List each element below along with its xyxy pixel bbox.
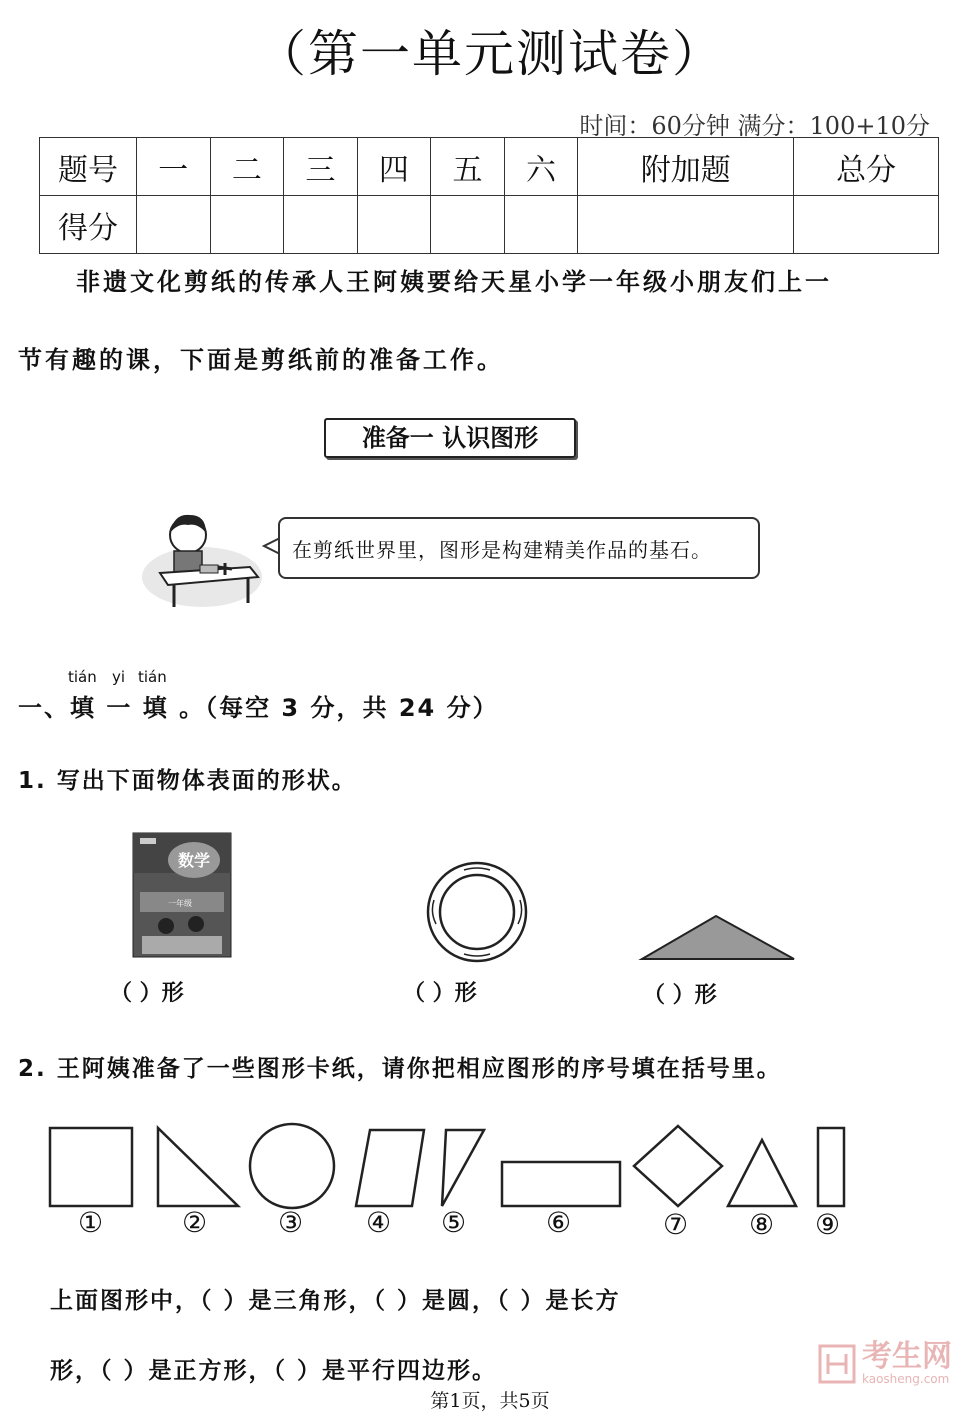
answer-blank-3[interactable]: （ ）形 bbox=[643, 983, 717, 1008]
fill-line-1[interactable]: 上面图形中，（ ）是三角形，（ ）是圆，（ ）是长方 bbox=[50, 1288, 621, 1314]
score-input-cell[interactable] bbox=[431, 196, 505, 254]
pinyin-yi: yi bbox=[112, 668, 126, 686]
shape-number-8: ⑧ bbox=[749, 1208, 775, 1241]
table-cell: 五 bbox=[431, 138, 505, 196]
plate-image bbox=[424, 860, 530, 964]
table-cell: 三 bbox=[284, 138, 358, 196]
rectangle-shape bbox=[502, 1162, 620, 1206]
tall-rectangle-shape bbox=[818, 1128, 844, 1206]
child-cutting-paper-illustration bbox=[140, 505, 265, 615]
thin-triangle-shape bbox=[442, 1130, 484, 1206]
score-table bbox=[39, 137, 939, 254]
score-table-score-row bbox=[40, 196, 939, 254]
table-cell: 题号 bbox=[40, 138, 137, 196]
score-input-cell[interactable] bbox=[504, 196, 578, 254]
table-cell: 四 bbox=[357, 138, 431, 196]
shape-number-5: ⑤ bbox=[441, 1206, 467, 1239]
shape-number-7: ⑦ bbox=[663, 1208, 689, 1241]
answer-blank-1[interactable]: （ ）形 bbox=[110, 981, 184, 1006]
score-input-cell[interactable] bbox=[578, 196, 794, 254]
answer-blank-2[interactable]: （ ）形 bbox=[403, 981, 477, 1006]
question-2: 2. 王阿姨准备了一些图形卡纸，请你把相应图形的序号填在括号里。 bbox=[18, 1056, 782, 1082]
pinyin-tian: tián bbox=[68, 668, 97, 686]
shape-number-3: ③ bbox=[278, 1206, 304, 1239]
watermark-logo-icon bbox=[818, 1344, 856, 1384]
watermark bbox=[818, 1339, 952, 1386]
table-cell: 得分 bbox=[40, 196, 137, 254]
pinyin-tian: tián bbox=[138, 668, 167, 686]
table-cell: 二 bbox=[210, 138, 284, 196]
section-title: 准备一 认识图形 bbox=[324, 418, 576, 458]
score-table-header-row bbox=[40, 138, 939, 196]
table-cell: 总分 bbox=[794, 138, 939, 196]
shape-number-6: ⑥ bbox=[546, 1206, 572, 1239]
math-book-image bbox=[132, 832, 232, 958]
intro-line-1: 非遗文化剪纸的传承人王阿姨要给天星小学一年级小朋友们上一 bbox=[76, 268, 832, 296]
right-triangle-shape bbox=[158, 1128, 238, 1206]
intro-line-2: 节有趣的课，下面是剪纸前的准备工作。 bbox=[18, 346, 504, 374]
shape-cards bbox=[40, 1120, 860, 1220]
table-cell: 六 bbox=[504, 138, 578, 196]
fill-line-2[interactable]: 形，（ ）是正方形，（ ）是平行四边形。 bbox=[50, 1358, 498, 1384]
page-title: （第一单元测试卷） bbox=[256, 25, 724, 83]
diamond-shape bbox=[634, 1126, 722, 1206]
shape-number-2: ② bbox=[182, 1206, 208, 1239]
page-footer: 第1页，共5页 bbox=[430, 1390, 550, 1412]
score-input-cell[interactable] bbox=[357, 196, 431, 254]
score-input-cell[interactable] bbox=[794, 196, 939, 254]
isosceles-triangle-shape bbox=[728, 1140, 796, 1206]
watermark-brand: 考生网 bbox=[862, 1339, 952, 1374]
book-title: 数学 bbox=[177, 851, 211, 870]
square-shape bbox=[50, 1128, 132, 1206]
question-1: 1. 写出下面物体表面的形状。 bbox=[18, 768, 357, 794]
table-cell: 一 bbox=[137, 138, 211, 196]
parallelogram-shape bbox=[356, 1130, 424, 1206]
shape-number-9: ⑨ bbox=[815, 1208, 841, 1241]
circle-shape bbox=[250, 1124, 334, 1208]
shape-number-4: ④ bbox=[366, 1206, 392, 1239]
part1-heading: 一、填 一 填 。（每空 3 分，共 24 分） bbox=[18, 694, 499, 722]
triangle-image bbox=[638, 912, 798, 962]
score-input-cell[interactable] bbox=[284, 196, 358, 254]
time-info: 时间：60分钟 满分：100+10分 bbox=[579, 112, 930, 140]
book-label: 一年级 bbox=[168, 899, 192, 908]
watermark-url: kaosheng.com bbox=[862, 1372, 950, 1386]
table-cell: 附加题 bbox=[578, 138, 794, 196]
score-input-cell[interactable] bbox=[137, 196, 211, 254]
score-input-cell[interactable] bbox=[210, 196, 284, 254]
shape-number-1: ① bbox=[78, 1206, 104, 1239]
speech-bubble: 在剪纸世界里，图形是构建精美作品的基石。 bbox=[278, 517, 760, 579]
